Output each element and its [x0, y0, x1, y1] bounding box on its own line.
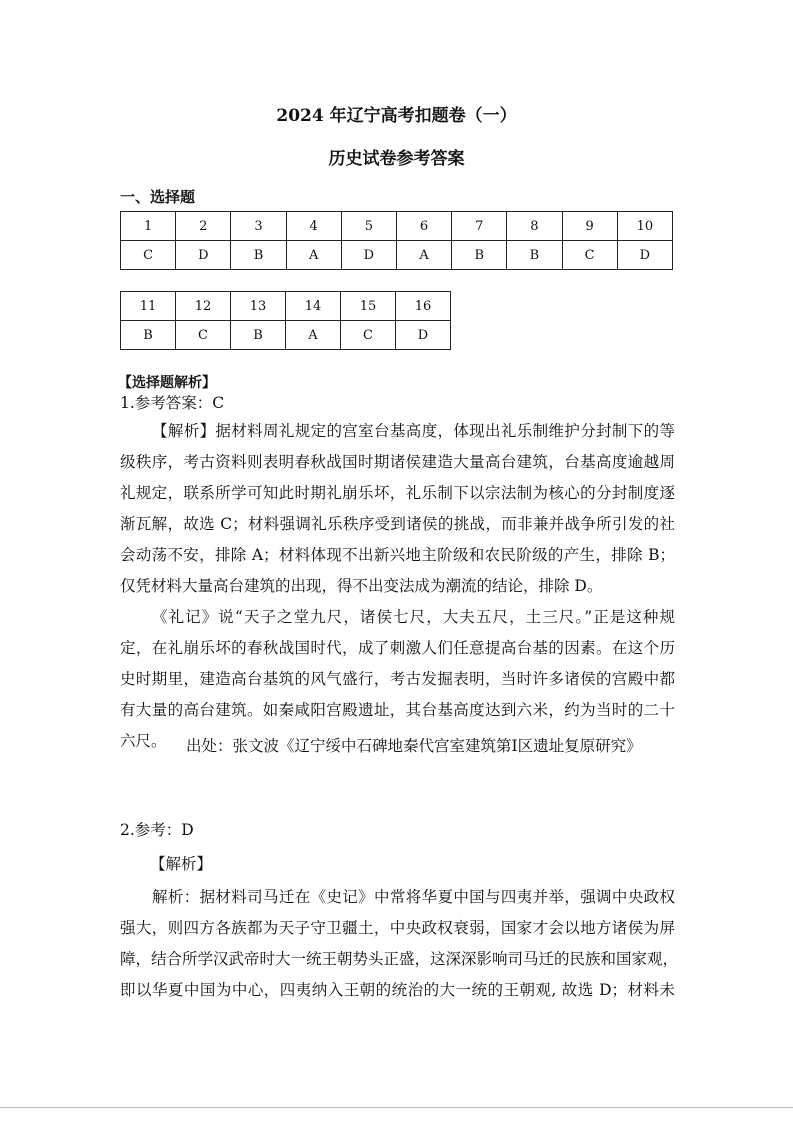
- table-cell: 3: [231, 212, 286, 241]
- table-row-numbers: [121, 212, 673, 241]
- text-line: 级秩序，考古资料则表明春秋战国时期诸侯建造大量高台建筑，台基高度逾越周: [120, 453, 675, 471]
- table-cell: 2: [176, 212, 231, 241]
- table-cell: D: [396, 321, 451, 350]
- q1-answer: 1.参考答案：C: [120, 394, 225, 412]
- table-cell: B: [452, 241, 507, 270]
- table-cell: 14: [286, 292, 341, 321]
- table-cell: 1: [121, 212, 176, 241]
- table-cell: B: [231, 241, 286, 270]
- table-cell: 13: [231, 292, 286, 321]
- document-title: 2024 年辽宁高考扣题卷（一）: [276, 106, 517, 126]
- table-cell: 16: [396, 292, 451, 321]
- table-cell: A: [286, 321, 341, 350]
- table-cell: 12: [176, 292, 231, 321]
- table-cell: 10: [617, 212, 672, 241]
- q2-answer: 2.参考：D: [120, 821, 194, 839]
- text-line: 【解析】据材料周礼规定的宫室台基高度，体现出礼乐制维护分封制下的等: [152, 422, 675, 440]
- table-cell: 9: [562, 212, 617, 241]
- table-cell: A: [286, 241, 341, 270]
- table-cell: D: [617, 241, 672, 270]
- table-cell: C: [121, 241, 176, 270]
- table-cell: C: [176, 321, 231, 350]
- table-cell: 8: [507, 212, 562, 241]
- table-cell: C: [562, 241, 617, 270]
- table-row-answers: [121, 241, 673, 270]
- table-cell: B: [121, 321, 176, 350]
- table-row-answers: [121, 321, 451, 350]
- q2-analysis-label: 【解析】: [150, 855, 213, 873]
- table-row-numbers: [121, 292, 451, 321]
- q1-source: 出处：张文波《辽宁绥中石碑地秦代宫室建筑第Ⅰ区遗址复原研究》: [186, 737, 642, 755]
- text-line: 强大，则四方各族都为天子守卫疆土，中央政权衰弱，国家才会以地方诸侯为屏: [120, 919, 675, 937]
- table-cell: 4: [286, 212, 341, 241]
- text-line: 会动荡不安，排除 A；材料体现不出新兴地主阶级和农民阶级的产生，排除 B；: [120, 546, 675, 564]
- text-line: 史时期里，建造高台基筑的风气盛行，考古发掘表明，当时许多诸侯的宫殿中都: [120, 670, 675, 688]
- table-cell: D: [341, 241, 396, 270]
- text-line: 《礼记》说“天子之堂九尺，诸侯七尺，大夫五尺，土三尺。”正是这种规: [152, 608, 675, 626]
- table-cell: 5: [341, 212, 396, 241]
- text-line: 渐瓦解，故选 C；材料强调礼乐秩序受到诸侯的挑战，而非兼并战争所引发的社: [120, 515, 675, 533]
- text-line: 六尺。: [120, 732, 167, 750]
- document-subtitle: 历史试卷参考答案: [328, 149, 465, 169]
- section-heading: 一、选择题: [120, 188, 196, 206]
- text-line: 解析：据材料司马迁在《史记》中常将华夏中国与四夷并举，强调中央政权: [152, 888, 675, 906]
- answers-table-2: [120, 291, 451, 350]
- table-cell: 15: [341, 292, 396, 321]
- table-cell: B: [231, 321, 286, 350]
- text-line: 定，在礼崩乐坏的春秋战国时代，成了刺激人们任意提高台基的因素。在这个历: [120, 639, 675, 657]
- page-bottom-rule: [0, 1107, 793, 1108]
- table-cell: 7: [452, 212, 507, 241]
- text-line: 即以华夏中国为中心，四夷纳入王朝的统治的大一统的王朝观, 故选 D；材料未: [120, 981, 675, 999]
- table-cell: D: [176, 241, 231, 270]
- text-line: 障，结合所学汉武帝时大一统王朝势头正盛，这深深影响司马迁的民族和国家观，: [120, 950, 679, 968]
- table-cell: 11: [121, 292, 176, 321]
- answers-table-1: [120, 211, 673, 270]
- analysis-heading: 【选择题解析】: [118, 375, 216, 391]
- text-line: 礼规定，联系所学可知此时期礼崩乐坏，礼乐制下以宗法制为核心的分封制度逐: [120, 484, 675, 502]
- text-line: 仅凭材料大量高台建筑的出现，得不出变法成为潮流的结论，排除 D。: [120, 577, 603, 595]
- table-cell: A: [396, 241, 451, 270]
- table-cell: C: [341, 321, 396, 350]
- table-cell: 6: [396, 212, 451, 241]
- text-line: 有大量的高台建筑。如秦咸阳宫殿遗址，其台基高度达到六米，约为当时的二十: [120, 701, 675, 719]
- table-cell: B: [507, 241, 562, 270]
